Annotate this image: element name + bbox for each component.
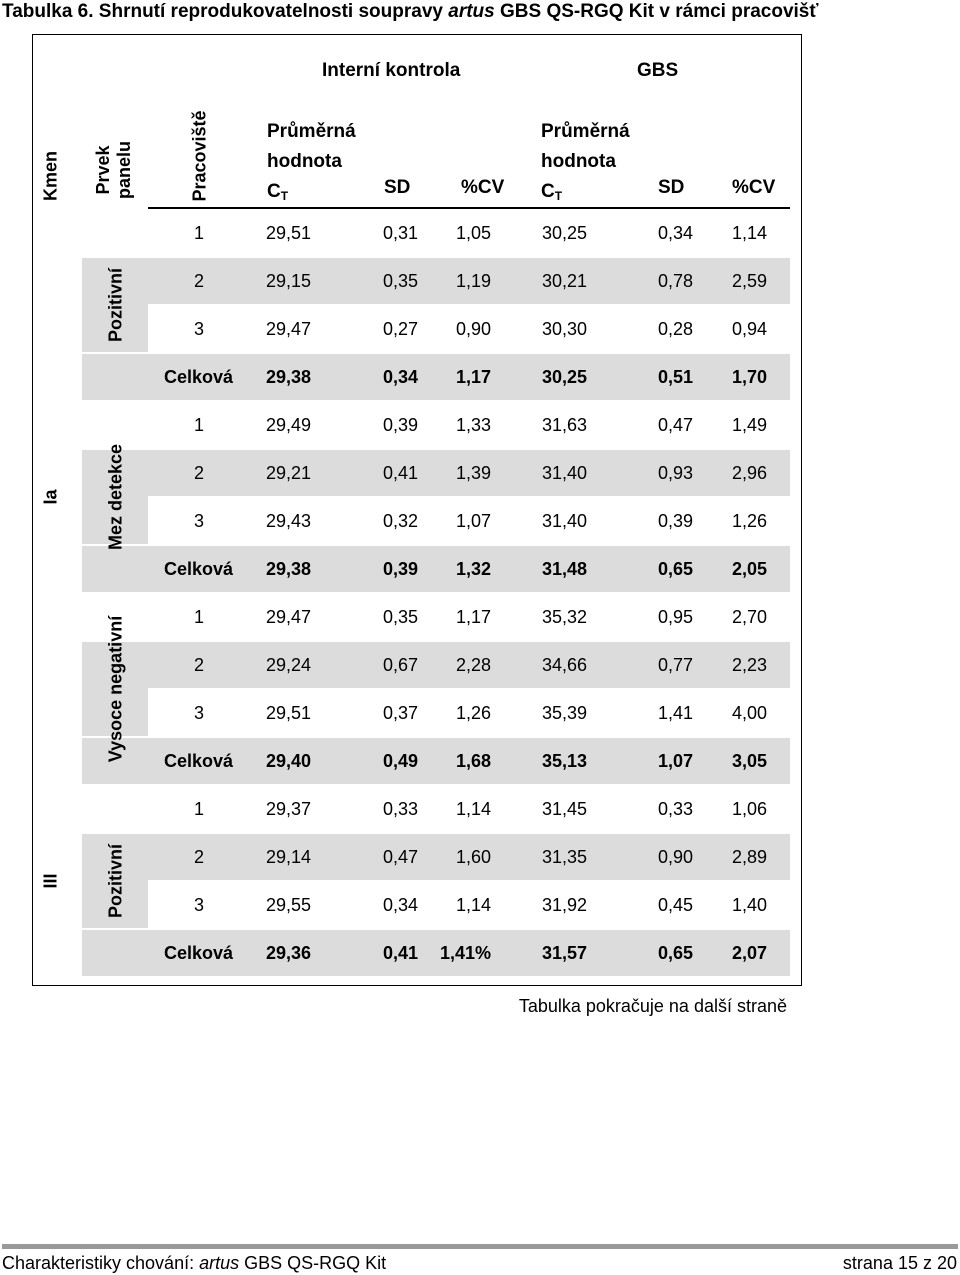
table-caption: Tabulka 6. Shrnutí reprodukovatelnosti soupravy artus GBS QS-RGQ Kit v rámci pracovišť <box>2 1 819 22</box>
total-row <box>82 930 790 976</box>
ic-ct-cell: 29,15 <box>265 271 311 291</box>
ic-cv-cell: 1,39 <box>455 463 491 483</box>
ic-sd-cell: 0,67 <box>382 655 418 675</box>
ic-cv-cell: 2,28 <box>455 655 491 675</box>
site-cell: 2 <box>194 655 205 675</box>
gbs-mean-ct-header: Průměrná hodnota $C_T$ <box>541 121 630 203</box>
site-cell: Celková <box>164 367 234 387</box>
gbs-ct-cell: 31,48 <box>541 559 587 579</box>
ic-sd-cell: 0,35 <box>382 607 418 627</box>
kmen-label: III <box>40 873 61 889</box>
gbs-sd-cell: 0,65 <box>657 943 693 963</box>
ic-ct-cell: 29,51 <box>265 223 311 243</box>
gbs-cv-cell: 2,23 <box>731 655 767 675</box>
kmen-header: Kmen <box>40 150 61 202</box>
ic-sd-cell: 0,39 <box>382 415 418 435</box>
gbs-ct-cell: 31,40 <box>541 463 587 483</box>
gbs-ct-cell: 31,35 <box>541 847 587 867</box>
ic-ct-cell: 29,21 <box>265 463 311 483</box>
gbs-sd-cell: 0,65 <box>657 559 693 579</box>
site-cell: 1 <box>194 415 205 435</box>
gbs-ct-cell: 31,40 <box>541 511 587 531</box>
site-cell: 1 <box>194 223 205 243</box>
ic-ct-cell: 29,37 <box>265 799 311 819</box>
table-row <box>148 306 790 352</box>
gbs-cv-cell: 0,94 <box>731 319 767 339</box>
site-cell: Celková <box>164 943 234 963</box>
site-cell: 3 <box>194 895 205 915</box>
gbs-sd-cell: 1,07 <box>657 751 693 771</box>
ic-cv-cell: 1,32 <box>455 559 491 579</box>
ic-ct-cell: 29,43 <box>265 511 311 531</box>
panel-label: Pozitivní <box>105 843 126 919</box>
ic-mean-ct-header: Průměrná hodnota $C_T$ <box>267 121 356 203</box>
site-cell: 1 <box>194 799 205 819</box>
ic-cv-cell: 1,41% <box>439 943 491 963</box>
site-cell: 2 <box>194 271 205 291</box>
ic-cv-cell: 1,68 <box>455 751 491 771</box>
table-row <box>148 882 790 928</box>
ic-cv-cell: 1,19 <box>455 271 491 291</box>
gbs-ct-cell: 35,13 <box>541 751 587 771</box>
ic-cv-cell: 0,90 <box>455 319 491 339</box>
ic-cv-cell: 1,60 <box>455 847 491 867</box>
gbs-ct-cell: 30,25 <box>541 223 587 243</box>
gbs-cv-cell: 2,70 <box>731 607 767 627</box>
table-row <box>148 402 790 448</box>
ic-sd-cell: 0,27 <box>382 319 418 339</box>
table-row <box>148 258 790 304</box>
ic-sd-cell: 0,35 <box>382 271 418 291</box>
table-row <box>148 498 790 544</box>
ic-cv-cell: 1,07 <box>455 511 491 531</box>
table-row <box>148 210 790 256</box>
site-cell: 1 <box>194 607 205 627</box>
ic-cv-cell: 1,17 <box>455 607 491 627</box>
site-cell: 3 <box>194 319 205 339</box>
ic-ct-cell: 29,49 <box>265 415 311 435</box>
header-divider <box>148 207 790 209</box>
gbs-cv-cell: 4,00 <box>731 703 767 723</box>
total-row <box>82 738 790 784</box>
ic-ct-cell: 29,40 <box>265 751 311 771</box>
ic-cv-cell: 1,14 <box>455 799 491 819</box>
ic-cv-cell: 1,14 <box>455 895 491 915</box>
gbs-sd-cell: 0,95 <box>657 607 693 627</box>
site-cell: Celková <box>164 751 234 771</box>
gbs-ct-cell: 31,45 <box>541 799 587 819</box>
gbs-ct-cell: 31,63 <box>541 415 587 435</box>
table-row <box>148 834 790 880</box>
gbs-ct-cell: 30,25 <box>541 367 587 387</box>
gbs-cv-cell: 2,05 <box>731 559 767 579</box>
ic-cv-header: %CV <box>461 177 505 198</box>
ic-ct-cell: 29,38 <box>265 559 311 579</box>
footer-page-number: strana 15 z 20 <box>842 1253 957 1273</box>
ic-ct-cell: 29,24 <box>265 655 311 675</box>
gbs-sd-cell: 0,34 <box>657 223 693 243</box>
gbs-cv-header: %CV <box>732 177 776 198</box>
ic-sd-cell: 0,49 <box>382 751 418 771</box>
ic-ct-cell: 29,14 <box>265 847 311 867</box>
gbs-cv-cell: 1,49 <box>731 415 767 435</box>
table-row <box>148 642 790 688</box>
gbs-ct-cell: 31,92 <box>541 895 587 915</box>
gbs-cv-cell: 2,89 <box>731 847 767 867</box>
gbs-header: GBS <box>637 60 679 81</box>
gbs-ct-cell: 30,21 <box>541 271 587 291</box>
site-cell: Celková <box>164 559 234 579</box>
gbs-cv-cell: 2,59 <box>731 271 767 291</box>
gbs-sd-cell: 0,93 <box>657 463 693 483</box>
ic-cv-cell: 1,33 <box>455 415 491 435</box>
gbs-ct-cell: 35,32 <box>541 607 587 627</box>
gbs-cv-cell: 3,05 <box>731 751 767 771</box>
gbs-cv-cell: 1,14 <box>731 223 767 243</box>
gbs-cv-cell: 2,96 <box>731 463 767 483</box>
ic-cv-cell: 1,05 <box>455 223 491 243</box>
footer-document-title: Charakteristiky chování: artus GBS QS-RGQ Kit <box>2 1253 387 1273</box>
internal-control-header: Interní kontrola <box>322 60 461 81</box>
site-cell: 3 <box>194 703 205 723</box>
gbs-sd-cell: 0,51 <box>657 367 693 387</box>
gbs-ct-cell: 31,57 <box>541 943 587 963</box>
prvek-panelu-header: Prvek panelu <box>93 140 134 200</box>
ic-sd-cell: 0,39 <box>382 559 418 579</box>
gbs-ct-cell: 30,30 <box>541 319 587 339</box>
total-row <box>82 354 790 400</box>
table-row <box>148 450 790 496</box>
ic-ct-cell: 29,38 <box>265 367 311 387</box>
gbs-sd-cell: 0,47 <box>657 415 693 435</box>
ic-sd-cell: 0,41 <box>382 463 418 483</box>
gbs-cv-cell: 1,70 <box>731 367 767 387</box>
ic-ct-cell: 29,47 <box>265 319 311 339</box>
ic-sd-cell: 0,34 <box>382 895 418 915</box>
gbs-sd-cell: 0,90 <box>657 847 693 867</box>
gbs-ct-cell: 35,39 <box>541 703 587 723</box>
ic-ct-cell: 29,55 <box>265 895 311 915</box>
ic-ct-cell: 29,51 <box>265 703 311 723</box>
ic-sd-cell: 0,32 <box>382 511 418 531</box>
gbs-ct-cell: 34,66 <box>541 655 587 675</box>
continue-note: Tabulka pokračuje na další straně <box>518 996 787 1016</box>
panel-label: Vysoce negativní <box>105 615 126 763</box>
gbs-sd-cell: 0,77 <box>657 655 693 675</box>
gbs-cv-cell: 1,26 <box>731 511 767 531</box>
ic-ct-cell: 29,47 <box>265 607 311 627</box>
gbs-cv-cell: 1,40 <box>731 895 767 915</box>
gbs-sd-cell: 0,45 <box>657 895 693 915</box>
ic-sd-cell: 0,47 <box>382 847 418 867</box>
table-row <box>148 786 790 832</box>
gbs-sd-cell: 0,33 <box>657 799 693 819</box>
total-row <box>82 546 790 592</box>
ic-sd-header: SD <box>384 177 411 198</box>
gbs-cv-cell: 2,07 <box>731 943 767 963</box>
gbs-sd-header: SD <box>658 177 685 198</box>
panel-label: Mez detekce <box>105 443 126 551</box>
panel-label: Pozitivní <box>105 267 126 343</box>
ic-sd-cell: 0,41 <box>382 943 418 963</box>
ic-sd-cell: 0,31 <box>382 223 418 243</box>
gbs-sd-cell: 0,78 <box>657 271 693 291</box>
table-row <box>148 690 790 736</box>
site-cell: 3 <box>194 511 205 531</box>
site-cell: 2 <box>194 463 205 483</box>
ic-sd-cell: 0,33 <box>382 799 418 819</box>
ic-sd-cell: 0,34 <box>382 367 418 387</box>
table-row <box>148 594 790 640</box>
pracoviste-header: Pracoviště <box>189 110 210 202</box>
site-cell: 2 <box>194 847 205 867</box>
kmen-label: Ia <box>40 489 61 505</box>
ic-cv-cell: 1,26 <box>455 703 491 723</box>
gbs-sd-cell: 1,41 <box>657 703 693 723</box>
gbs-sd-cell: 0,28 <box>657 319 693 339</box>
gbs-cv-cell: 1,06 <box>731 799 767 819</box>
footer-divider <box>2 1244 958 1249</box>
ic-sd-cell: 0,37 <box>382 703 418 723</box>
ic-cv-cell: 1,17 <box>455 367 491 387</box>
gbs-sd-cell: 0,39 <box>657 511 693 531</box>
ic-ct-cell: 29,36 <box>265 943 311 963</box>
